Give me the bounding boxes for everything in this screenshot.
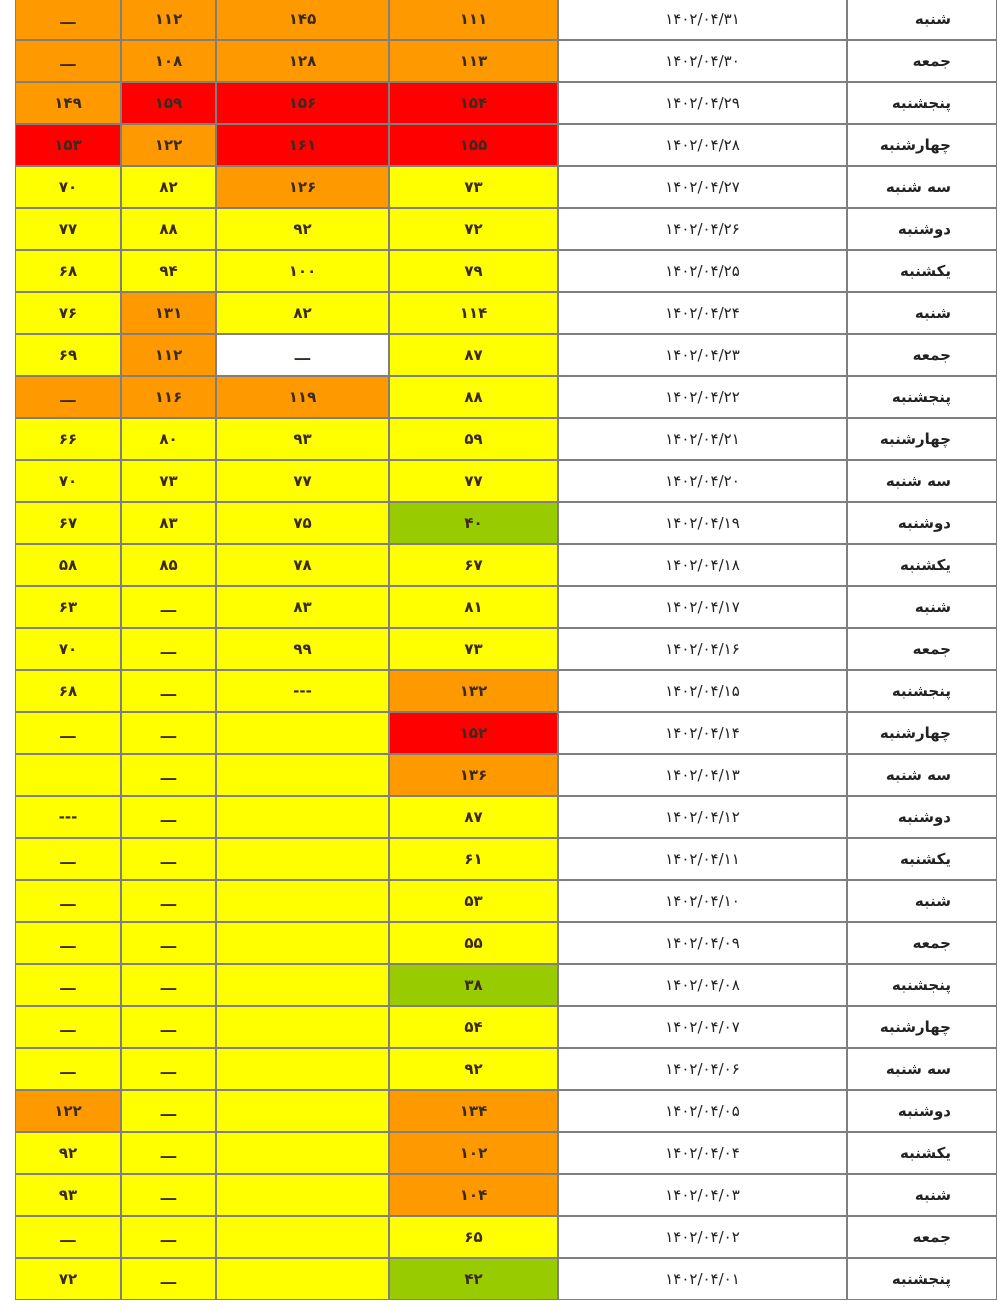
station-2-value-cell <box>216 1132 389 1174</box>
date-cell: ۱۴۰۲/۰۴/۲۷ <box>558 166 847 208</box>
station-1-value-cell: ۱۰۴ <box>389 1174 558 1216</box>
station-1-value-cell: ۶۱ <box>389 838 558 880</box>
station-3-value-cell: ۱۲۲ <box>121 124 216 166</box>
station-2-value-cell <box>216 1048 389 1090</box>
date-cell: ۱۴۰۲/۰۴/۰۳ <box>558 1174 847 1216</box>
table-row <box>15 208 997 250</box>
table-row <box>15 1048 997 1090</box>
station-4-value-cell: ۹۳ <box>15 1174 121 1216</box>
weekday-cell: چهارشنبه <box>847 712 997 754</box>
station-1-value-cell: ۱۳۴ <box>389 1090 558 1132</box>
station-2-value-cell: --- <box>216 670 389 712</box>
station-4-value-cell: ۷۰ <box>15 628 121 670</box>
table-row <box>15 964 997 1006</box>
station-4-value-cell: ۱۵۳ <box>15 124 121 166</box>
table-row <box>15 1006 997 1048</box>
station-1-value-cell: ۷۷ <box>389 460 558 502</box>
table-row <box>15 880 997 922</box>
station-2-value-cell: ۱۴۵ <box>216 0 389 40</box>
date-cell: ۱۴۰۲/۰۴/۰۹ <box>558 922 847 964</box>
station-3-value-cell: ـــ <box>121 670 216 712</box>
weekday-cell: چهارشنبه <box>847 418 997 460</box>
station-2-value-cell <box>216 1090 389 1132</box>
weekday-cell: شنبه <box>847 586 997 628</box>
station-3-value-cell: ـــ <box>121 1132 216 1174</box>
station-3-value-cell: ۸۰ <box>121 418 216 460</box>
station-4-value-cell: ۱۲۲ <box>15 1090 121 1132</box>
station-3-value-cell: ـــ <box>121 838 216 880</box>
date-cell: ۱۴۰۲/۰۴/۱۶ <box>558 628 847 670</box>
weekday-cell: پنجشنبه <box>847 376 997 418</box>
station-4-value-cell <box>15 754 121 796</box>
station-1-value-cell: ۱۵۴ <box>389 82 558 124</box>
weekday-cell: پنجشنبه <box>847 964 997 1006</box>
station-2-value-cell: ۷۸ <box>216 544 389 586</box>
station-4-value-cell: ۶۹ <box>15 334 121 376</box>
station-3-value-cell: ـــ <box>121 754 216 796</box>
station-4-value-cell: ـــ <box>15 40 121 82</box>
table-row <box>15 1132 997 1174</box>
station-1-value-cell: ۱۱۴ <box>389 292 558 334</box>
table-row <box>15 418 997 460</box>
station-1-value-cell: ۸۷ <box>389 796 558 838</box>
station-2-value-cell: ۸۲ <box>216 292 389 334</box>
date-cell: ۱۴۰۲/۰۴/۲۰ <box>558 460 847 502</box>
date-cell: ۱۴۰۲/۰۴/۱۷ <box>558 586 847 628</box>
station-4-value-cell: ـــ <box>15 1216 121 1258</box>
weekday-cell: یکشنبه <box>847 544 997 586</box>
table-row <box>15 250 997 292</box>
station-2-value-cell <box>216 754 389 796</box>
table-row <box>15 670 997 712</box>
weekday-cell: جمعه <box>847 40 997 82</box>
date-cell: ۱۴۰۲/۰۴/۰۶ <box>558 1048 847 1090</box>
station-4-value-cell: ـــ <box>15 880 121 922</box>
station-3-value-cell: ۱۳۱ <box>121 292 216 334</box>
station-3-value-cell: ۱۱۲ <box>121 334 216 376</box>
station-4-value-cell: ـــ <box>15 0 121 40</box>
weekday-cell: سه شنبه <box>847 166 997 208</box>
station-3-value-cell: ـــ <box>121 1174 216 1216</box>
station-3-value-cell: ـــ <box>121 964 216 1006</box>
station-3-value-cell: ـــ <box>121 880 216 922</box>
station-4-value-cell: ۶۷ <box>15 502 121 544</box>
station-3-value-cell: ـــ <box>121 1216 216 1258</box>
table-row <box>15 40 997 82</box>
station-2-value-cell: ۱۲۶ <box>216 166 389 208</box>
table-row <box>15 460 997 502</box>
station-1-value-cell: ۷۹ <box>389 250 558 292</box>
station-1-value-cell: ۸۷ <box>389 334 558 376</box>
weekday-cell: پنجشنبه <box>847 670 997 712</box>
table-row <box>15 754 997 796</box>
table-row <box>15 1258 997 1300</box>
station-1-value-cell: ۵۹ <box>389 418 558 460</box>
station-4-value-cell: ـــ <box>15 1048 121 1090</box>
date-cell: ۱۴۰۲/۰۴/۰۱ <box>558 1258 847 1300</box>
weekday-cell: جمعه <box>847 334 997 376</box>
station-4-value-cell: ۷۷ <box>15 208 121 250</box>
station-3-value-cell: ۸۵ <box>121 544 216 586</box>
station-1-value-cell: ۷۳ <box>389 166 558 208</box>
table-row <box>15 334 997 376</box>
station-4-value-cell: ۷۶ <box>15 292 121 334</box>
station-4-value-cell: ۷۰ <box>15 166 121 208</box>
date-cell: ۱۴۰۲/۰۴/۰۷ <box>558 1006 847 1048</box>
station-4-value-cell: ۶۸ <box>15 250 121 292</box>
date-cell: ۱۴۰۲/۰۴/۳۰ <box>558 40 847 82</box>
station-3-value-cell: ۱۱۲ <box>121 0 216 40</box>
station-2-value-cell: ۹۲ <box>216 208 389 250</box>
table-row <box>15 1216 997 1258</box>
station-1-value-cell: ۳۸ <box>389 964 558 1006</box>
station-1-value-cell: ۷۲ <box>389 208 558 250</box>
station-2-value-cell <box>216 838 389 880</box>
station-3-value-cell: ۸۸ <box>121 208 216 250</box>
date-cell: ۱۴۰۲/۰۴/۰۲ <box>558 1216 847 1258</box>
station-3-value-cell: ۸۳ <box>121 502 216 544</box>
date-cell: ۱۴۰۲/۰۴/۳۱ <box>558 0 847 40</box>
station-4-value-cell: ۶۳ <box>15 586 121 628</box>
station-2-value-cell <box>216 796 389 838</box>
weekday-cell: جمعه <box>847 922 997 964</box>
station-3-value-cell: ۷۳ <box>121 460 216 502</box>
station-3-value-cell: ـــ <box>121 712 216 754</box>
weekday-cell: یکشنبه <box>847 1132 997 1174</box>
date-cell: ۱۴۰۲/۰۴/۲۵ <box>558 250 847 292</box>
weekday-cell: شنبه <box>847 292 997 334</box>
table-row <box>15 712 997 754</box>
weekday-cell: چهارشنبه <box>847 124 997 166</box>
date-cell: ۱۴۰۲/۰۴/۰۵ <box>558 1090 847 1132</box>
station-2-value-cell <box>216 1258 389 1300</box>
station-4-value-cell: ۶۶ <box>15 418 121 460</box>
station-1-value-cell: ۱۳۲ <box>389 670 558 712</box>
station-4-value-cell: ـــ <box>15 1006 121 1048</box>
weekday-cell: سه شنبه <box>847 754 997 796</box>
date-cell: ۱۴۰۲/۰۴/۲۹ <box>558 82 847 124</box>
date-cell: ۱۴۰۲/۰۴/۲۲ <box>558 376 847 418</box>
station-4-value-cell: ۷۰ <box>15 460 121 502</box>
station-3-value-cell: ـــ <box>121 1048 216 1090</box>
date-cell: ۱۴۰۲/۰۴/۱۱ <box>558 838 847 880</box>
station-2-value-cell <box>216 880 389 922</box>
date-cell: ۱۴۰۲/۰۴/۱۰ <box>558 880 847 922</box>
station-4-value-cell: ۵۸ <box>15 544 121 586</box>
station-3-value-cell: ـــ <box>121 922 216 964</box>
station-1-value-cell: ۴۲ <box>389 1258 558 1300</box>
table-row <box>15 292 997 334</box>
station-3-value-cell: ۱۱۶ <box>121 376 216 418</box>
station-2-value-cell: ۱۶۱ <box>216 124 389 166</box>
table-row <box>15 1174 997 1216</box>
station-2-value-cell: ۷۵ <box>216 502 389 544</box>
weekday-cell: پنجشنبه <box>847 1258 997 1300</box>
date-cell: ۱۴۰۲/۰۴/۲۸ <box>558 124 847 166</box>
weekday-cell: دوشنبه <box>847 1090 997 1132</box>
table-row <box>15 796 997 838</box>
station-2-value-cell <box>216 712 389 754</box>
weekday-cell: سه شنبه <box>847 1048 997 1090</box>
table-row <box>15 82 997 124</box>
date-cell: ۱۴۰۲/۰۴/۱۲ <box>558 796 847 838</box>
date-cell: ۱۴۰۲/۰۴/۰۴ <box>558 1132 847 1174</box>
weekday-cell: دوشنبه <box>847 208 997 250</box>
station-4-value-cell: ـــ <box>15 922 121 964</box>
weekday-cell: دوشنبه <box>847 796 997 838</box>
station-1-value-cell: ۵۴ <box>389 1006 558 1048</box>
table-row <box>15 586 997 628</box>
weekday-cell: یکشنبه <box>847 250 997 292</box>
weekday-cell: پنجشنبه <box>847 82 997 124</box>
station-1-value-cell: ۶۷ <box>389 544 558 586</box>
date-cell: ۱۴۰۲/۰۴/۱۸ <box>558 544 847 586</box>
station-2-value-cell: ۱۲۸ <box>216 40 389 82</box>
weekday-cell: جمعه <box>847 1216 997 1258</box>
station-2-value-cell <box>216 922 389 964</box>
station-4-value-cell: ۶۸ <box>15 670 121 712</box>
table-row <box>15 502 997 544</box>
station-3-value-cell: ـــ <box>121 1006 216 1048</box>
weekday-cell: شنبه <box>847 0 997 40</box>
station-1-value-cell: ۹۲ <box>389 1048 558 1090</box>
date-cell: ۱۴۰۲/۰۴/۲۶ <box>558 208 847 250</box>
station-4-value-cell: ـــ <box>15 712 121 754</box>
date-cell: ۱۴۰۲/۰۴/۲۳ <box>558 334 847 376</box>
station-3-value-cell: ۱۰۸ <box>121 40 216 82</box>
station-3-value-cell: ۸۲ <box>121 166 216 208</box>
station-2-value-cell: ۹۳ <box>216 418 389 460</box>
station-2-value-cell: ۷۷ <box>216 460 389 502</box>
station-1-value-cell: ۵۳ <box>389 880 558 922</box>
weekday-cell: شنبه <box>847 880 997 922</box>
station-3-value-cell: ۹۴ <box>121 250 216 292</box>
station-3-value-cell: ـــ <box>121 628 216 670</box>
weekday-cell: یکشنبه <box>847 838 997 880</box>
station-4-value-cell: ـــ <box>15 838 121 880</box>
date-cell: ۱۴۰۲/۰۴/۲۱ <box>558 418 847 460</box>
station-2-value-cell <box>216 964 389 1006</box>
table-row <box>15 0 997 40</box>
station-1-value-cell: ۴۰ <box>389 502 558 544</box>
date-cell: ۱۴۰۲/۰۴/۰۸ <box>558 964 847 1006</box>
station-2-value-cell: ـــ <box>216 334 389 376</box>
station-3-value-cell: ـــ <box>121 586 216 628</box>
station-4-value-cell: ۹۲ <box>15 1132 121 1174</box>
station-1-value-cell: ۸۸ <box>389 376 558 418</box>
weekday-cell: جمعه <box>847 628 997 670</box>
station-4-value-cell: ـــ <box>15 964 121 1006</box>
station-3-value-cell: ـــ <box>121 1090 216 1132</box>
station-3-value-cell: ۱۵۹ <box>121 82 216 124</box>
table-row <box>15 544 997 586</box>
station-4-value-cell: ۱۴۹ <box>15 82 121 124</box>
station-2-value-cell: ۱۰۰ <box>216 250 389 292</box>
station-3-value-cell: ـــ <box>121 796 216 838</box>
station-1-value-cell: ۱۱۳ <box>389 40 558 82</box>
date-cell: ۱۴۰۲/۰۴/۱۳ <box>558 754 847 796</box>
station-1-value-cell: ۶۵ <box>389 1216 558 1258</box>
station-1-value-cell: ۱۳۶ <box>389 754 558 796</box>
table-row <box>15 376 997 418</box>
station-2-value-cell: ۸۳ <box>216 586 389 628</box>
table-row <box>15 166 997 208</box>
date-cell: ۱۴۰۲/۰۴/۱۴ <box>558 712 847 754</box>
station-2-value-cell <box>216 1006 389 1048</box>
table-row <box>15 124 997 166</box>
station-4-value-cell: ـــ <box>15 376 121 418</box>
station-3-value-cell: ـــ <box>121 1258 216 1300</box>
weekday-cell: چهارشنبه <box>847 1006 997 1048</box>
station-4-value-cell: ۷۲ <box>15 1258 121 1300</box>
weekday-cell: شنبه <box>847 1174 997 1216</box>
station-1-value-cell: ۷۳ <box>389 628 558 670</box>
station-4-value-cell: --- <box>15 796 121 838</box>
table-row <box>15 628 997 670</box>
station-2-value-cell <box>216 1216 389 1258</box>
station-1-value-cell: ۸۱ <box>389 586 558 628</box>
table-row <box>15 922 997 964</box>
date-cell: ۱۴۰۲/۰۴/۱۵ <box>558 670 847 712</box>
date-cell: ۱۴۰۲/۰۴/۱۹ <box>558 502 847 544</box>
station-1-value-cell: ۵۵ <box>389 922 558 964</box>
table-row <box>15 1090 997 1132</box>
station-1-value-cell: ۱۵۲ <box>389 712 558 754</box>
station-2-value-cell: ۱۵۶ <box>216 82 389 124</box>
weekday-cell: دوشنبه <box>847 502 997 544</box>
station-1-value-cell: ۱۰۲ <box>389 1132 558 1174</box>
date-cell: ۱۴۰۲/۰۴/۲۴ <box>558 292 847 334</box>
station-2-value-cell <box>216 1174 389 1216</box>
station-1-value-cell: ۱۵۵ <box>389 124 558 166</box>
station-1-value-cell: ۱۱۱ <box>389 0 558 40</box>
station-2-value-cell: ۹۹ <box>216 628 389 670</box>
station-2-value-cell: ۱۱۹ <box>216 376 389 418</box>
weekday-cell: سه شنبه <box>847 460 997 502</box>
table-row <box>15 838 997 880</box>
